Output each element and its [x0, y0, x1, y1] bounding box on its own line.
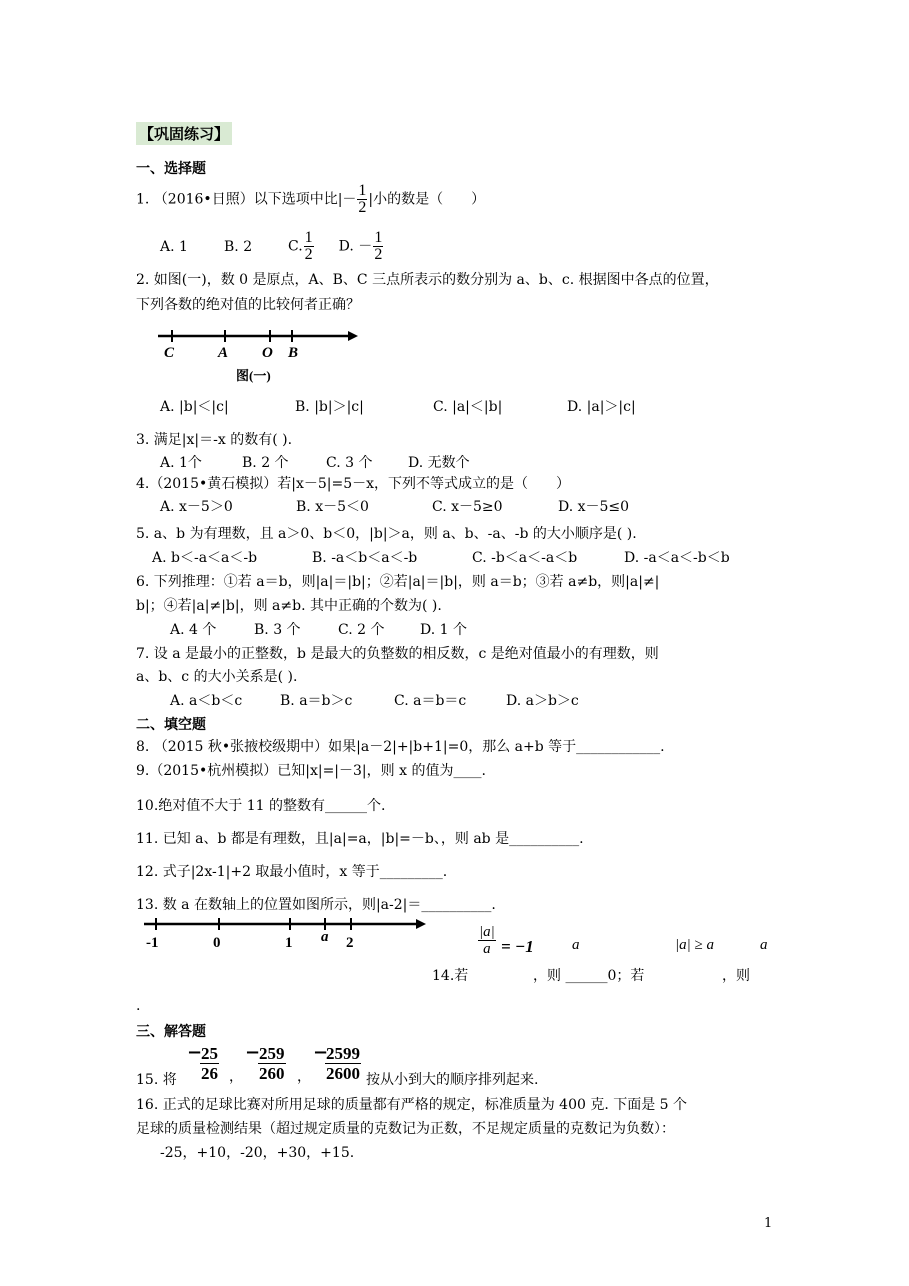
question-13: 13. 数 a 在数轴上的位置如图所示，则|a-2|＝__________.: [136, 897, 496, 913]
fig1-label-c: C: [164, 345, 175, 361]
question-16-line1: 16. 正式的足球比赛对所用足球的质量都有严格的规定，标准质量为 400 克. 下面是 5 个: [136, 1097, 688, 1113]
fig1-label-b: B: [288, 345, 299, 361]
fig1-caption: 图(一): [236, 368, 271, 383]
question-15-pre: 15. 将: [136, 1072, 177, 1088]
question-6-options: A. 4 个 B. 3 个 C. 2 个 D. 1 个: [170, 622, 467, 638]
page-number: 1: [764, 1216, 773, 1231]
question-16-line3: -25，+10，-20，+30，+15.: [160, 1145, 355, 1161]
figure-1-number-line: [150, 326, 370, 390]
figure-13-number-line: [140, 914, 430, 950]
fig13-label-a: a: [321, 929, 329, 945]
part2-heading: 二、填空题: [136, 717, 206, 733]
question-3-options: A. 1个 B. 2 个 C. 3 个 D. 无数个: [160, 455, 470, 471]
fig1-label-o: O: [262, 345, 273, 361]
question-7-line1: 7. 设 a 是最小的正整数，b 是最大的负整数的相反数，c 是绝对值最小的有理数，则: [136, 646, 659, 662]
q15-fraction-2: $\frac{259}{260}$: [259, 1044, 285, 1083]
q14-condition1-fraction: $\frac{|a|}{a}$: [479, 924, 495, 957]
question-12: 12. 式子|2x-1|+2 取最小值时，x 等于_________.: [136, 864, 448, 880]
question-9: 9.（2015•杭州模拟）已知|x|=|－3|，则 x 的值为____.: [136, 763, 486, 779]
question-5-options: A. b＜-a＜a＜-b B. -a＜b＜a＜-b C. -b＜a＜-a＜b D. -a＜a＜-b＜b: [152, 550, 730, 566]
question-14-mid: ，则 ______0；若: [533, 968, 645, 984]
question-5: 5. a、b 为有理数，且 a＞0、b＜0，|b|＞a，则 a、b、-a、-b 的大小顺序是( ).: [136, 526, 637, 542]
q14-condition1-rhs: = −1: [501, 937, 534, 956]
question-14-prefix: 14.若: [432, 968, 469, 984]
fig13-label-0: 0: [213, 935, 221, 950]
fig13-label-1: 1: [285, 935, 293, 950]
stray-dot: .: [136, 998, 141, 1014]
question-4: 4.（2015•黄石模拟）若|x－5|=5－x，下列不等式成立的是（ ）: [136, 476, 571, 492]
q14-condition2: |a| ≥ a: [675, 937, 714, 953]
question-14-end: ，则: [722, 968, 750, 984]
section-title: 【巩固练习】: [136, 122, 232, 145]
question-4-options: A. x－5＞0 B. x－5＜0 C. x－5≥0 D. x－5≤0: [160, 499, 630, 515]
question-2-options: A. |b|＜|c| B. |b|＞|c| C. |a|＜|b| D. |a|＞|c|: [160, 399, 636, 415]
part1-heading: 一、选择题: [136, 161, 206, 177]
question-3: 3. 满足|x|＝-x 的数有( ).: [136, 432, 293, 448]
fig13-label-2: 2: [346, 935, 354, 950]
part3-heading: 三、解答题: [136, 1024, 206, 1040]
question-15-post: 按从小到大的顺序排列起来.: [366, 1072, 539, 1088]
question-1-options: A. 1 B. 2 C. $\frac{1}{2}$ D. － $\frac{1}{2}$: [160, 229, 383, 263]
question-8: 8. （2015 秋•张掖校级期中）如果|a－2|+|b+1|=0，那么 a+b 等于____________.: [136, 739, 665, 755]
q15-fraction-3: $\frac{2599}{2600}$: [326, 1044, 360, 1083]
question-7-options: A. a＜b＜c B. a＝b＞c C. a＝b＝c D. a＞b＞c: [170, 693, 579, 709]
question-16-line2: 足球的质量检测结果（超过规定质量的克数记为正数，不足规定质量的克数记为负数）：: [136, 1121, 675, 1137]
fig1-label-a: A: [218, 345, 229, 361]
fig13-label-neg1: -1: [146, 935, 159, 950]
q15-fraction-1: $\frac{25}{26}$: [201, 1044, 218, 1083]
question-2-line2: 下列各数的绝对值的比较何者正确？: [136, 297, 360, 313]
question-10: 10.绝对值不大于 11 的整数有______个.: [136, 798, 386, 814]
question-6-line2: b|；④若|a|≠|b|，则 a≠b. 其中正确的个数为( ).: [136, 598, 442, 614]
question-2-line1: 2. 如图(一)，数 0 是原点，A、B、C 三点所表示的数分别为 a、b、c. 根据图中各点的位置，: [136, 272, 719, 288]
question-7-line2: a、b、c 的大小关系是( ).: [136, 669, 298, 685]
question-11: 11. 已知 a、b 都是有理数，且|a|=a，|b|=－b、，则 ab 是__________.: [136, 831, 584, 847]
q14-a1: a: [572, 937, 580, 953]
q14-a2: a: [760, 937, 768, 953]
question-6-line1: 6. 下列推理：①若 a＝b，则|a|＝|b|；②若|a|＝|b|，则 a＝b；③若 a≠b，则|a|≠|: [136, 574, 660, 590]
question-1: 1. （2016•日照）以下选项中比|－ $\frac{1}{2}$ |小的数是（ ）: [136, 182, 486, 216]
